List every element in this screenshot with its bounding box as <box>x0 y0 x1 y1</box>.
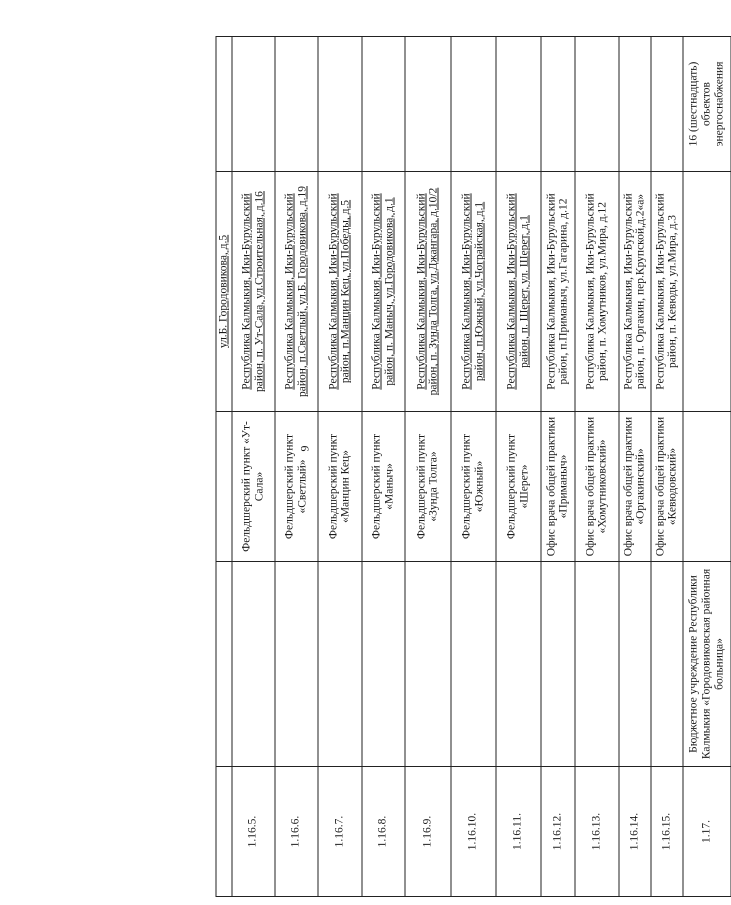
table-row <box>683 37 731 897</box>
cell-organization <box>619 562 651 767</box>
page-number: 9 <box>297 445 312 452</box>
cell-address: Республика Калмыкия, Ики-Бурульский район, п.Светлый, ул.Б. Городовикова, д.19 <box>275 172 318 412</box>
table-row <box>651 37 683 897</box>
table-row <box>405 37 451 897</box>
cell-object-count <box>651 37 683 172</box>
table-row <box>216 37 232 897</box>
cell-number: 1.16.9. <box>405 767 451 897</box>
cell-facility-name: Фельдшерский пункт «Ут-Сала» <box>232 412 275 562</box>
cell-number: 1.16.10. <box>451 767 496 897</box>
cell-address: Республика Калмыкия, Ики-Бурульский район, п. Кевюды, ул.Мира, д.3 <box>651 172 683 412</box>
table-row <box>275 37 318 897</box>
cell-object-count <box>405 37 451 172</box>
cell-object-count <box>451 37 496 172</box>
cell-object-count <box>541 37 575 172</box>
table-row <box>318 37 362 897</box>
cell-number: 1.16.7. <box>318 767 362 897</box>
cell-number: 1.17. <box>683 767 731 897</box>
cell-number: 1.16.5. <box>232 767 275 897</box>
cell-object-count <box>575 37 619 172</box>
cell-address: Республика Калмыкия, Ики-Бурульский район, п.Приманыч, ул.Гагарина, д.12 <box>541 172 575 412</box>
cell-address: ул.Б. Городовикова, д.5 <box>216 172 232 412</box>
cell-number: 1.16.6. <box>275 767 318 897</box>
cell-facility-name: Офис врача общей практики «Хомутниковский» <box>575 412 619 562</box>
cell-organization <box>541 562 575 767</box>
cell-address: Республика Калмыкия, Ики-Бурульский район, п. Хомутников, ул.Мира, д.12 <box>575 172 619 412</box>
cell-number: 1.16.11. <box>496 767 541 897</box>
cell-number: 1.16.15. <box>651 767 683 897</box>
table-row <box>451 37 496 897</box>
cell-organization <box>232 562 275 767</box>
cell-facility-name: Фельдшерский пункт «Маныч» <box>362 412 405 562</box>
cell-organization <box>275 562 318 767</box>
cell-address: Республика Калмыкия, Ики-Бурульский район, п. Маныч, ул.Городовикова, д.1 <box>362 172 405 412</box>
cell-number: 1.16.12. <box>541 767 575 897</box>
cell-object-count <box>362 37 405 172</box>
cell-facility-name: Офис врача общей практики «Приманыч» <box>541 412 575 562</box>
cell-facility-name: Фельдшерский пункт «Зунда Толга» <box>405 412 451 562</box>
cell-facility-name: Фельдшерский пункт «Манцин Кец» <box>318 412 362 562</box>
cell-organization <box>575 562 619 767</box>
cell-address: Республика Калмыкия, Ики-Бурульский район, п. Ут-Сала, ул.Строительная, д.16 <box>232 172 275 412</box>
cell-organization <box>362 562 405 767</box>
cell-number: 1.16.8. <box>362 767 405 897</box>
cell-object-count <box>619 37 651 172</box>
cell-facility-name: Офис врача общей практики «Оргакинский» <box>619 412 651 562</box>
table-row <box>496 37 541 897</box>
cell-object-count <box>318 37 362 172</box>
table-row <box>619 37 651 897</box>
cell-number <box>216 767 232 897</box>
cell-facility-name: Офис врача общей практики «Кевюдовский» <box>651 412 683 562</box>
cell-address <box>683 172 731 412</box>
cell-organization <box>405 562 451 767</box>
cell-facility-name <box>216 412 232 562</box>
cell-organization <box>651 562 683 767</box>
table-row <box>541 37 575 897</box>
cell-facility-name <box>683 412 731 562</box>
cell-object-count <box>275 37 318 172</box>
table-row <box>575 37 619 897</box>
cell-organization <box>318 562 362 767</box>
cell-object-count <box>216 37 232 172</box>
cell-object-count <box>496 37 541 172</box>
cell-organization: Бюджетное учреждение Республики Калмыкия «Городовиковская районная больница» <box>683 562 731 767</box>
cell-address: Республика Калмыкия, Ики-Бурульский район, п.Южный, ул.Чограйская, д.1 <box>451 172 496 412</box>
cell-address: Республика Калмыкия, Ики-Бурульский район, п.Манцин Кец, ул.Победы, д.5 <box>318 172 362 412</box>
cell-organization <box>216 562 232 767</box>
cell-object-count <box>232 37 275 172</box>
table-row <box>362 37 405 897</box>
cell-facility-name: Фельдшерский пункт «Светлый» <box>275 412 318 562</box>
cell-facility-name: Фельдшерский пункт «Шерет» <box>496 412 541 562</box>
table-body <box>216 37 731 897</box>
cell-organization <box>496 562 541 767</box>
table-sheet <box>216 37 726 897</box>
cell-number: 1.16.14. <box>619 767 651 897</box>
cell-address: Республика Калмыкия, Ики-Бурульский район, п. Оргакин, пер.Крупской,д.2«а» <box>619 172 651 412</box>
cell-address: Республика Калмыкия, Ики-Бурульский район, п. Зунда Толга, ул.Джангара, д.10/2 <box>405 172 451 412</box>
cell-number: 1.16.13. <box>575 767 619 897</box>
table-row <box>232 37 275 897</box>
cell-organization <box>451 562 496 767</box>
facilities-table <box>216 36 731 897</box>
cell-facility-name: Фельдшерский пункт «Южный» <box>451 412 496 562</box>
cell-object-count: 16 (шестнадцать) объектов энергоснабжения <box>683 37 731 172</box>
cell-address: Республика Калмыкия, Ики-Бурульский район, п. Шерет, ул. Шерет, д.1 <box>496 172 541 412</box>
